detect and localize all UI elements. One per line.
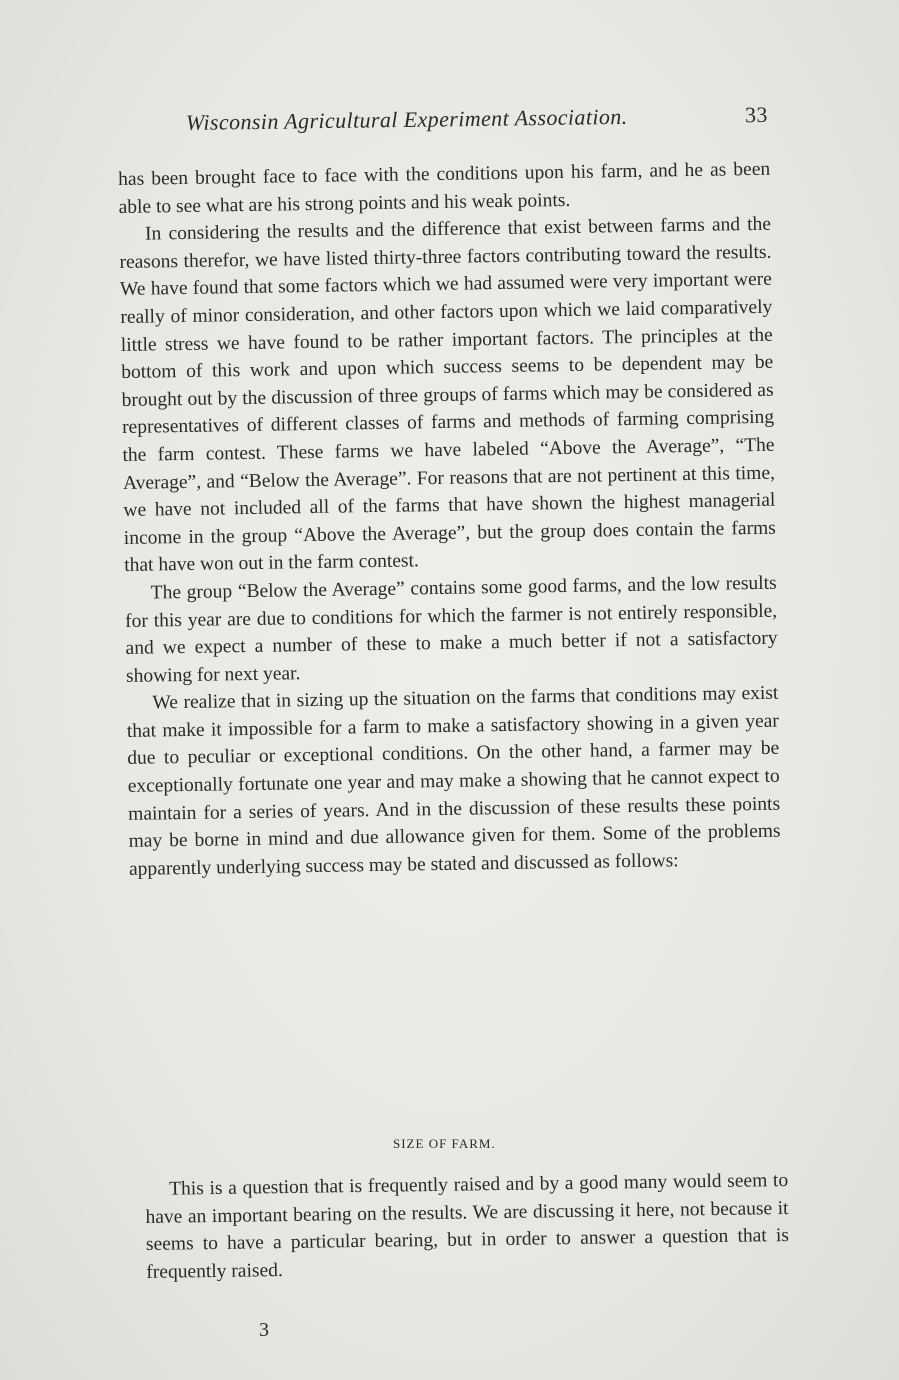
section-body bbox=[145, 1167, 789, 1286]
paragraph-continued: has been brought face to face with the conditions upon his farm, and he as been able to see what are his strong points and his weak points. bbox=[118, 158, 771, 218]
paragraph: In considering the results and the difference that exist between farms and the reasons therefor, we have listed thirty-three factors contributing toward the results. We have found that some factors which we had assumed were very important were really of minor consideration, and other factors upon which we laid comparatively little stress we have found to be rather important factors. The principles at the bottom of this work and upon which success seems to be dependent may be brought out by the discussion of three groups of farms which may be considered as representatives of different classes of farms and methods of farming comprising the farm contest. These farms we have labeled “Above the Average”, “The Average”, and “Below the Average”. For reasons that are not pertinent at this time, we have not included all of the farms that have shown the highest managerial income in the group “Above the Average”, but the group does contain the farms that have won out in the farm contest. bbox=[119, 213, 776, 577]
body-text bbox=[118, 156, 781, 884]
paragraph: The group “Below the Average” contains some good farms, and the low results for this year are due to conditions for which the farmer is not entirely responsible, and we expect a number of these to make a much better if not a satisfactory showing for next year. bbox=[124, 572, 778, 687]
running-header bbox=[186, 101, 796, 146]
paragraph: We realize that in sizing up the situation on the farms that conditions may exist that make it impossible for a farm to make a satisfactory showing in a given year due to peculiar or exceptional conditions. On the other hand, a farmer may be exceptionally fortunate one year and may make a showing that he cannot expect to maintain for a series of years. And in the discussion of these results these points may be borne in mind and due allowance given for them. Some of the problems apparently underlying success may be stated and discussed as follows: bbox=[126, 682, 781, 880]
page-number: 33 bbox=[744, 101, 769, 128]
header-title: Wisconsin Agricultural Experiment Association. bbox=[185, 103, 628, 135]
section-heading: SIZE OF FARM. bbox=[393, 1136, 496, 1151]
signature-mark: 3 bbox=[259, 1319, 269, 1341]
paragraph: This is a question that is frequently raised and by a good many would seem to have an important bearing on the results. We are discussing it here, not because it seems to have a particular bearing, but in order to answer a question that is frequently raised. bbox=[145, 1170, 790, 1283]
